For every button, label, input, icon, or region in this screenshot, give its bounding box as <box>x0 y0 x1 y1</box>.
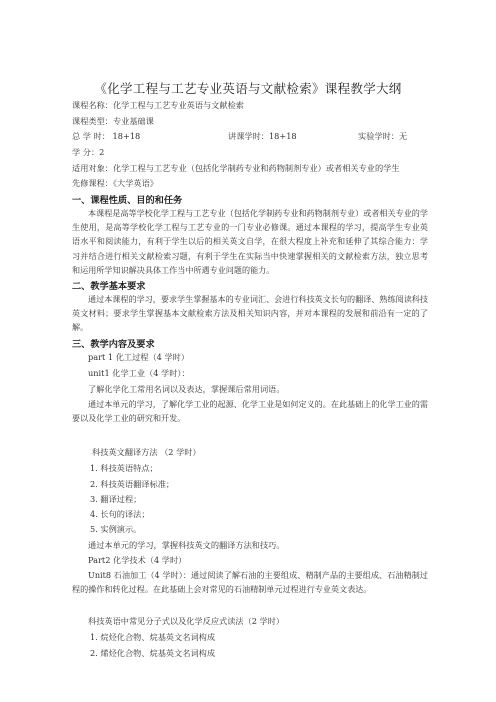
method-title: 科技英文翻译方法 （2 学时） <box>92 447 201 457</box>
unit1-body: 通过本单元的学习，了解化学工业的起源、化学工业是如何定义的。在此基础上的化学工业的需要以及化学工业的研究和开发。 <box>72 399 428 424</box>
total-hours: 总 学 时： 18+18 <box>72 131 141 141</box>
section1-heading: 一、课程性质、目的和任务 <box>72 195 183 206</box>
unit1-requirement: 了解化学化工常用名词以及表达，掌握课后常用词语。 <box>88 384 285 394</box>
credits: 学 分：2 <box>72 147 105 157</box>
prerequisite: 先修课程：《大学英语》 <box>72 178 158 188</box>
method-summary: 通过本单元的学习，掌握科技英文的翻译方法和技巧。 <box>88 540 285 550</box>
method-item: 2. 科技英语翻译标准； <box>90 479 175 489</box>
unit8-body: Unit8 石油加工（4 学时）：通过阅读了解石油的主要组成、精制产品的主要组成、石油精制过程的操作和转化过程。在此基础上会对常见的石油精制单元过程进行专业英文表达。 <box>72 570 428 595</box>
section2-body: 通过本课程的学习，要求学生掌握基本的专业词汇、会进行科技英文长句的翻译、熟练阅读科技英文材料；要求学生掌握基本文献检索方法及相关知识内容，并对本课程的发展和前沿有一定的了解。 <box>72 294 428 333</box>
document-title: 《化学工程与工艺专业英语与文献检索》课程教学大纲 <box>94 81 402 96</box>
lab-hours: 实验学时：无 <box>358 131 408 141</box>
audience: 适用对象：化学工程与工艺专业（包括化学制药专业和药物制剂专业）或者相关专业的学生 <box>72 163 400 173</box>
method-item: 5. 实例演示。 <box>90 524 142 534</box>
lecture-hours: 讲课学时：18+18 <box>228 131 297 141</box>
formula-item: 1. 烷烃化合物、烷基英文名词构成 <box>90 632 216 642</box>
formula-title: 科技英语中常见分子式以及化学反应式读法（2 学时） <box>88 616 285 626</box>
unit1-title: unit1 化学工业（4 学时）： <box>88 368 190 378</box>
part2-title: Part2 化学技术（4 学时） <box>88 555 187 565</box>
formula-item: 2. 烯烃化合物、烷基英文名词构成 <box>90 648 216 658</box>
section1-body: 本课程是高等学校化学工程与工艺专业（包括化学制药专业和药物制剂专业）或者相关专业的学生使用，是高等学校化学工程与工艺专业的一门专业必修课。通过本课程的学习，提高学生专业英语水平和阅读能力，有利于学生以后的相关英文自学，在很大程度上补充和延伸了其综合能力：学习并结合进行相关文献检索习题，有利于学生在实际当中快速掌握相关的文献检索方法，独立思考和运用所学知识解决具体工作当中所遇专业问题的能力。 <box>72 208 428 275</box>
method-item: 3. 翻译过程； <box>90 494 142 504</box>
course-name: 课程名称：化学工程与工艺专业英语与文献检索 <box>72 100 244 110</box>
part1-title: part 1 化工过程（4 学时） <box>88 352 190 362</box>
section3-heading: 三、教学内容及要求 <box>72 339 155 350</box>
method-item: 1. 科技英语特点； <box>90 463 158 473</box>
method-item: 4. 长句的译法； <box>90 509 150 519</box>
course-type: 课程类型：专业基础课 <box>72 116 154 126</box>
section2-heading: 二、教学基本要求 <box>72 281 146 292</box>
